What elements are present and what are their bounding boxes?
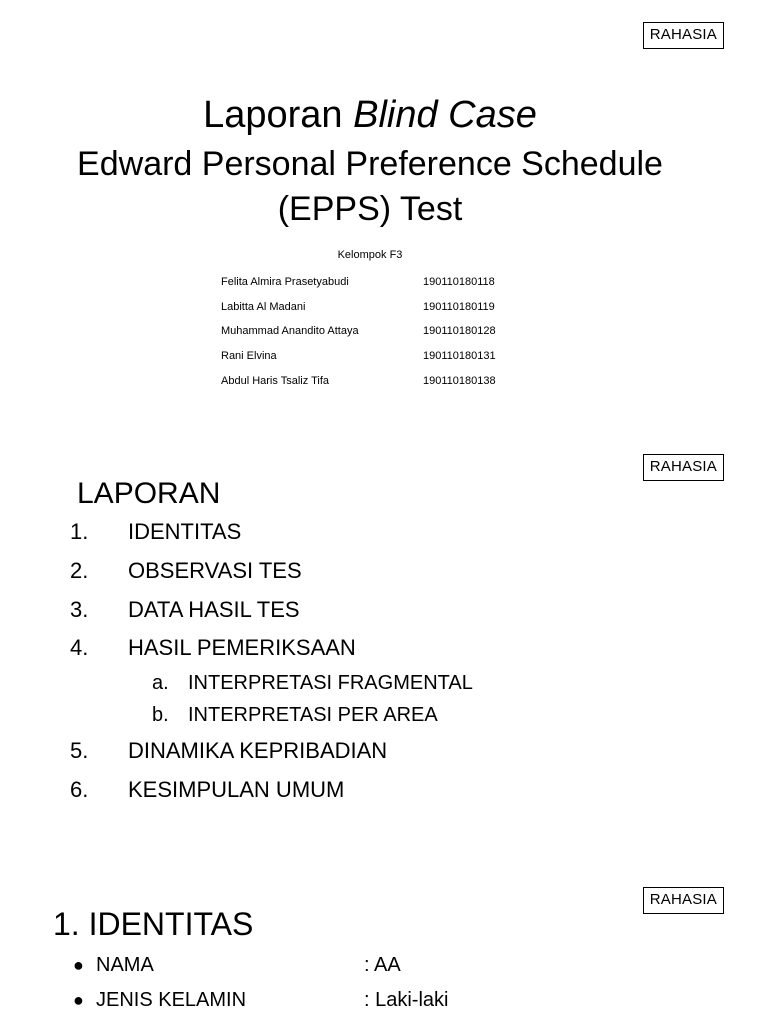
title-slide	[0, 0, 768, 430]
member-name: Abdul Haris Tsaliz Tifa	[221, 374, 330, 387]
member-id: 190110180138	[423, 374, 496, 387]
list-item	[70, 770, 473, 809]
member-id: 190110180128	[423, 325, 496, 338]
identity-row	[73, 983, 448, 1018]
confidential-badge: RAHASIA	[643, 454, 724, 481]
sub-item-label: INTERPRETASI FRAGMENTAL	[188, 672, 473, 695]
item-label: KESIMPULAN UMUM	[128, 776, 345, 802]
member-name: Rani Elvina	[221, 350, 277, 363]
item-number: 3.	[70, 596, 89, 622]
item-number: 6.	[70, 776, 89, 802]
bullet-icon: ●	[73, 955, 84, 975]
list-item	[70, 513, 473, 552]
list-item	[70, 732, 473, 771]
identity-label: NAMA	[96, 954, 154, 976]
slide-subtitle	[0, 142, 740, 232]
sub-list-item	[70, 668, 473, 700]
item-number: 5.	[70, 738, 89, 764]
identity-slide	[0, 860, 768, 1024]
member-row	[221, 344, 496, 369]
member-id: 190110180131	[423, 350, 496, 363]
list-item	[70, 590, 473, 629]
subtitle-line-2: (EPPS) Test	[277, 190, 463, 228]
contents-slide	[0, 430, 768, 860]
item-label: DATA HASIL TES	[128, 596, 300, 622]
sub-item-label: INTERPRETASI PER AREA	[188, 704, 438, 727]
item-number: 1.	[70, 519, 89, 545]
subtitle-line-1: Edward Personal Preference Schedule	[77, 145, 663, 183]
member-name: Labitta Al Madani	[221, 300, 306, 313]
bullet-icon: ●	[73, 990, 84, 1010]
item-number: 2.	[70, 558, 89, 584]
member-name: Muhammad Anandito Attaya	[221, 325, 359, 338]
identity-label: JENIS KELAMIN	[96, 989, 247, 1011]
identity-value: : AA	[364, 954, 401, 976]
member-name: Felita Almira Prasetyabudi	[221, 276, 349, 289]
member-row	[221, 270, 496, 295]
member-row	[221, 368, 496, 393]
confidential-badge: RAHASIA	[643, 22, 724, 49]
member-list	[221, 270, 496, 393]
identity-value: : Laki-laki	[364, 989, 449, 1011]
title-italic: Blind Case	[353, 94, 537, 136]
slide-heading: LAPORAN	[77, 477, 221, 510]
group-name: Kelompok F3	[337, 249, 403, 261]
member-row	[221, 319, 496, 344]
slide-heading: 1. IDENTITAS	[53, 906, 254, 942]
member-id: 190110180119	[423, 300, 495, 313]
list-item	[70, 552, 473, 591]
sub-item-letter: b.	[152, 704, 169, 727]
sub-list-item	[70, 700, 473, 732]
confidential-badge: RAHASIA	[643, 887, 724, 914]
contents-list	[70, 513, 473, 809]
identity-list	[73, 948, 448, 1018]
member-id: 190110180118	[423, 276, 495, 289]
item-label: OBSERVASI TES	[128, 558, 302, 584]
title-prefix: Laporan	[203, 94, 354, 136]
slide-title	[0, 90, 740, 140]
item-number: 4.	[70, 635, 89, 661]
member-row	[221, 295, 496, 320]
identity-row	[73, 948, 448, 983]
item-label: DINAMIKA KEPRIBADIAN	[128, 738, 388, 764]
item-label: HASIL PEMERIKSAAN	[128, 635, 356, 661]
list-item	[70, 629, 473, 668]
item-label: IDENTITAS	[128, 519, 242, 545]
sub-item-letter: a.	[152, 672, 169, 695]
